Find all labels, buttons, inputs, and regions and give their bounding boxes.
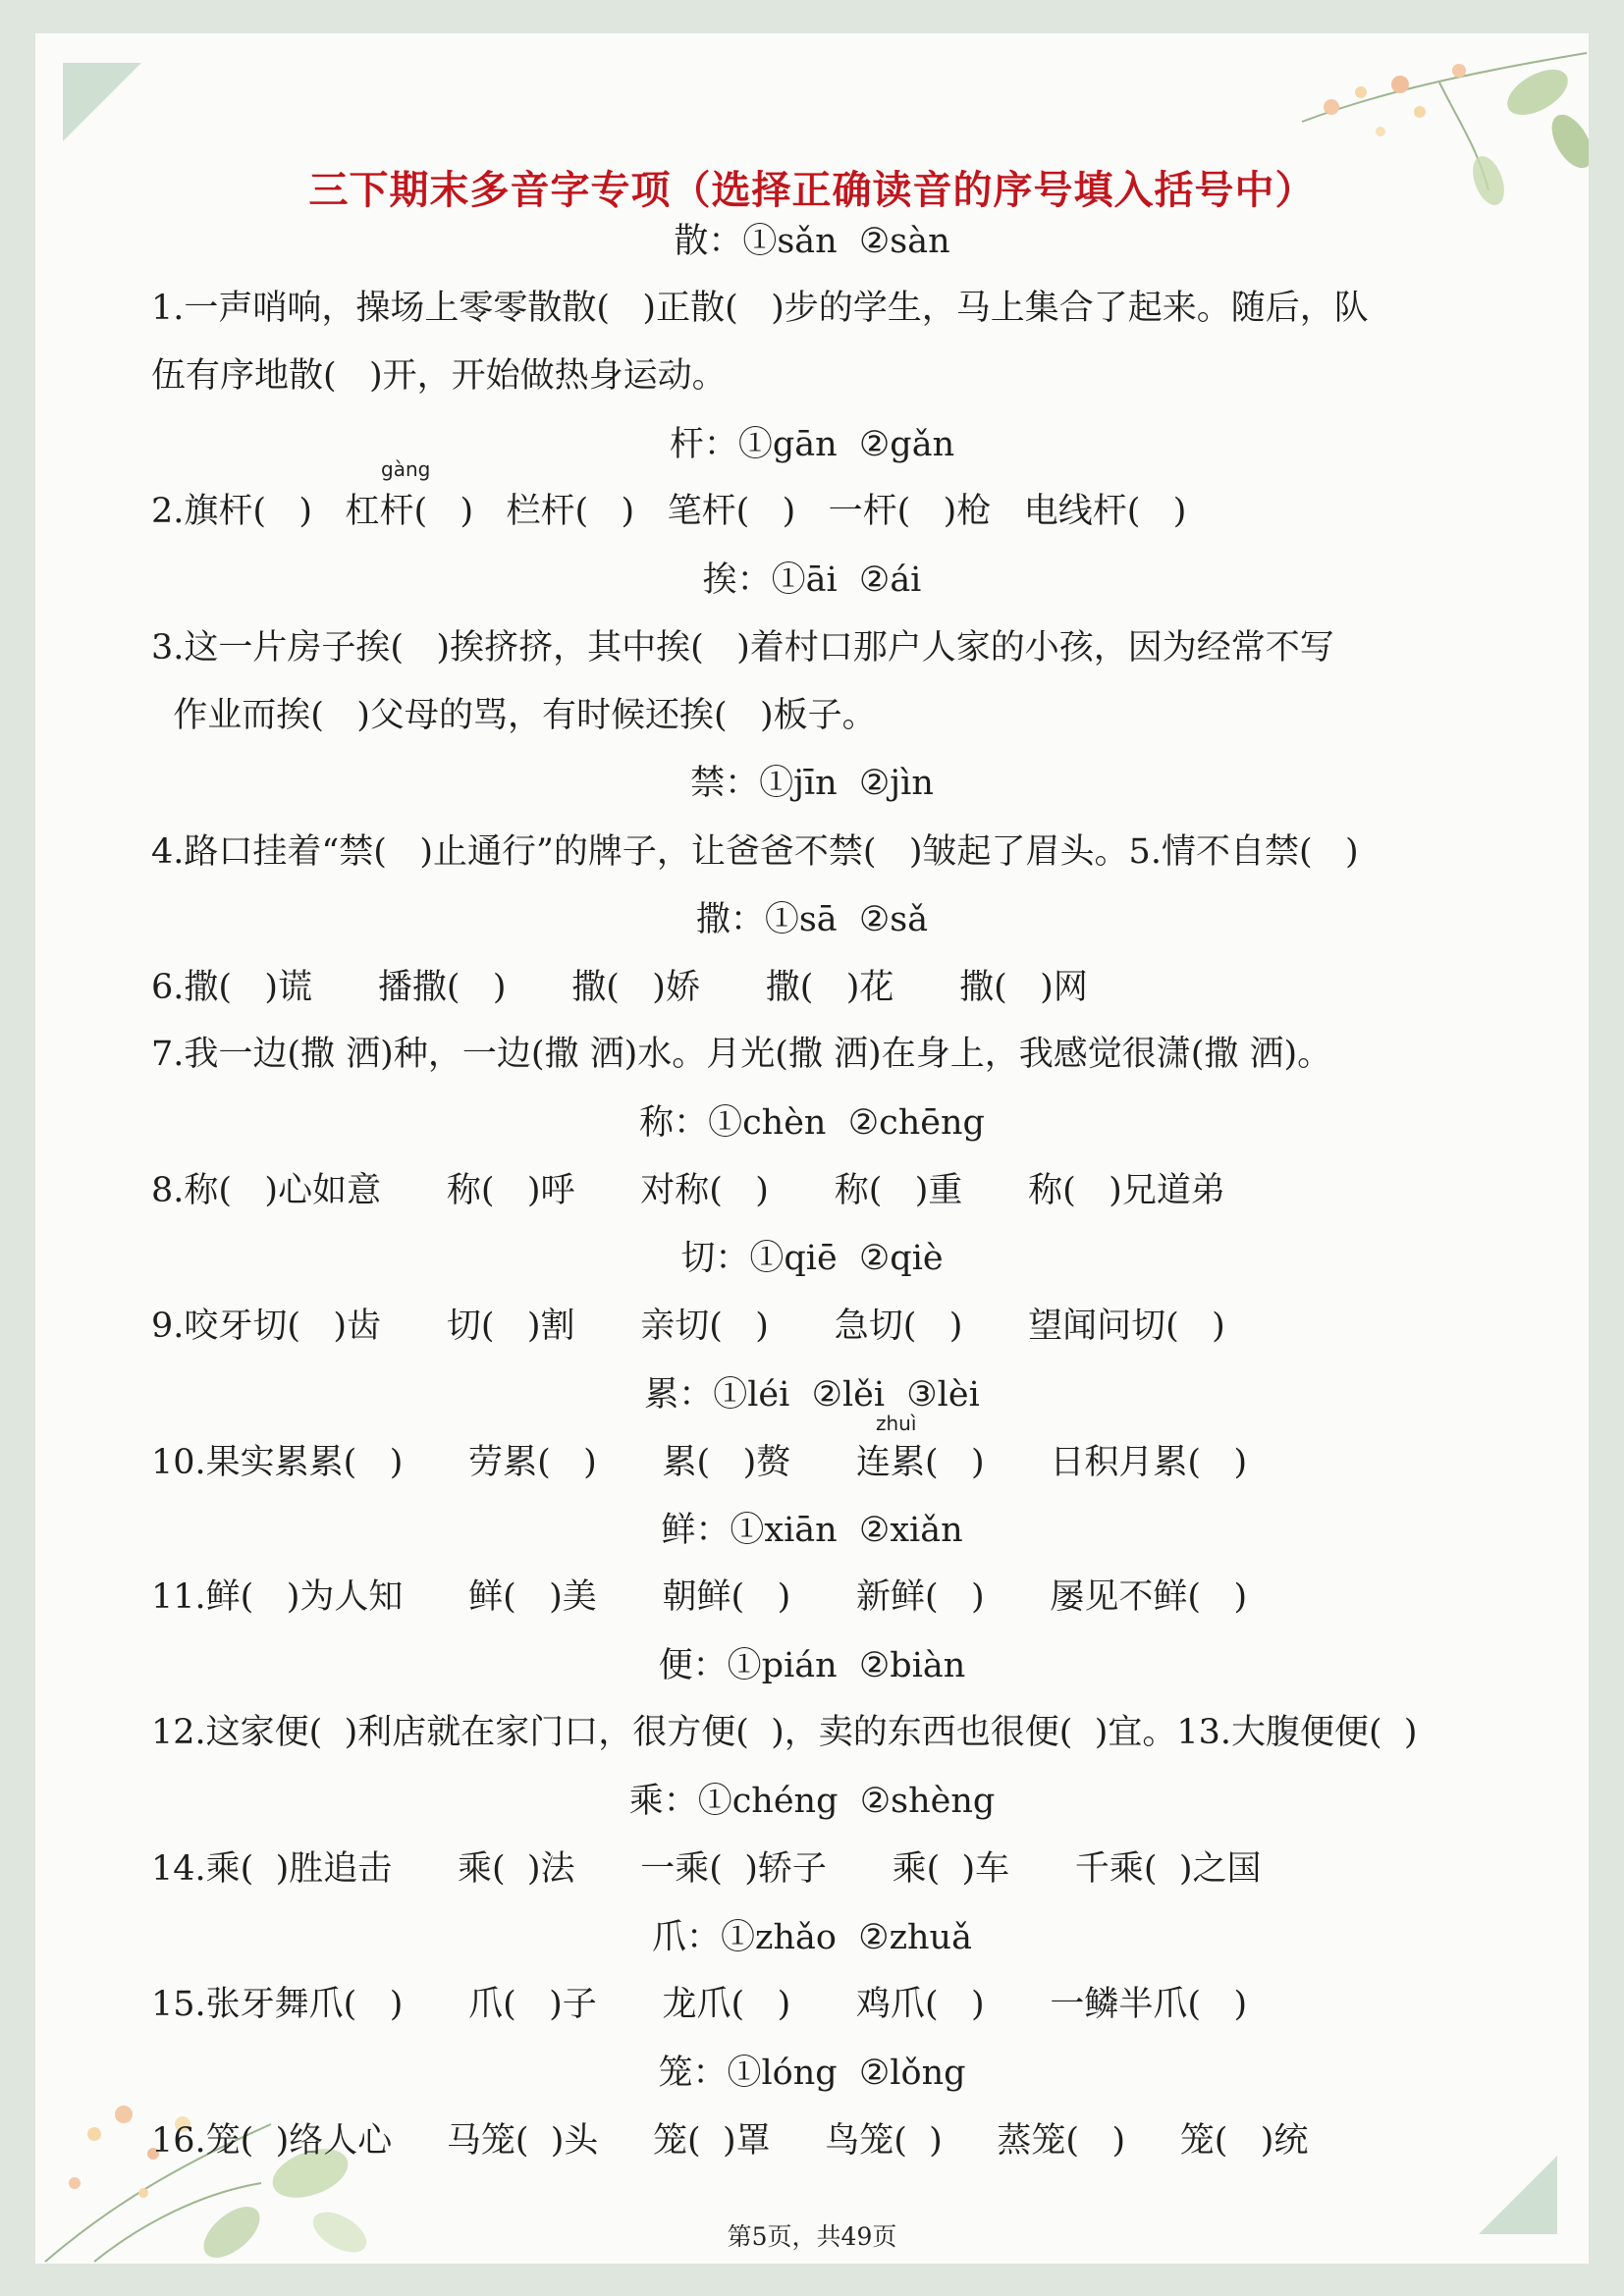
question-line: 作业而挨( )父母的骂，有时候还挨( )板子。: [151, 696, 877, 735]
question-line: 3.这一片房子挨( )挨挤挤，其中挨( )着村口那户人家的小孩，因为经常不写: [151, 628, 1334, 667]
question-line: 6.撒( )谎 播撒( ) 撒( )娇 撒( )花 撒( )网: [151, 968, 1088, 1007]
question-line: 9.咬牙切( )齿 切( )割 亲切( ) 急切( ) 望闻问切( ): [151, 1307, 1225, 1346]
pronunciation-key: 杆：①gān ②gǎn: [669, 425, 955, 464]
pronunciation-key: 乘：①chéng ②shèng: [628, 1782, 996, 1821]
pronunciation-key: 便：①pián ②biàn: [658, 1646, 966, 1685]
question-line: 1.一声哨响，操场上零零散散( )正散( )步的学生，马上集合了起来。随后，队: [151, 289, 1369, 328]
page-footer: 第5页，共49页: [727, 2222, 897, 2251]
pronunciation-key: 称：①chèn ②chēng: [639, 1103, 985, 1143]
pronunciation-key: 爪：①zhǎo ②zhuǎ: [652, 1918, 972, 1957]
pronunciation-key: 累：①léi ②lěi ③lèi: [644, 1375, 980, 1415]
question-line: 16.笼( )络人心 马笼( )头 笼( )罩 鸟笼( ) 蒸笼( ) 笼( )统: [151, 2121, 1309, 2161]
question-line: 10.果实累累( ) 劳累( ) 累( )赘 连累( ) 日积月累( ): [151, 1443, 1248, 1482]
pronunciation-key: 挨：①āi ②ái: [702, 561, 922, 600]
pronunciation-key: 鲜：①xiān ②xiǎn: [661, 1511, 963, 1550]
pinyin-annotation-zhui: zhuì: [876, 1412, 917, 1435]
pinyin-annotation-gang: gàng: [381, 457, 431, 481]
question-line: 7.我一边(撒 洒)种，一边(撒 洒)水。月光(撒 洒)在身上，我感觉很潇(撒 洒)。: [151, 1035, 1332, 1074]
question-line: 14.乘( )胜追击 乘( )法 一乘( )轿子 乘( )车 千乘( )之国: [151, 1849, 1262, 1889]
corner-triangle-top-left: [63, 63, 141, 141]
question-line: 12.这家便( )利店就在家门口，很方便( )，卖的东西也很便( )宜。13.大腹便便( ): [151, 1713, 1418, 1752]
question-line: 8.称( )心如意 称( )呼 对称( ) 称( )重 称( )兄道弟: [151, 1171, 1225, 1210]
question-line: 15.张牙舞爪( ) 爪( )子 龙爪( ) 鸡爪( ) 一鳞半爪( ): [151, 1985, 1248, 2024]
worksheet-page: [35, 33, 1589, 2264]
question-line: 伍有序地散( )开，开始做热身运动。: [151, 356, 727, 396]
question-line: 4.路口挂着“禁( )止通行”的牌子，让爸爸不禁( )皱起了眉头。5.情不自禁( ): [151, 832, 1359, 872]
pronunciation-key: 散：①sǎn ②sàn: [674, 222, 950, 261]
pronunciation-key: 禁：①jīn ②jìn: [690, 764, 934, 803]
question-line: 11.鲜( )为人知 鲜( )美 朝鲜( ) 新鲜( ) 屡见不鲜( ): [151, 1577, 1248, 1617]
pronunciation-key: 撒：①sā ②sǎ: [695, 900, 929, 939]
pronunciation-key: 笼：①lóng ②lǒng: [658, 2054, 966, 2093]
worksheet-title: 三下期末多音字专项（选择正确读音的序号填入括号中）: [308, 167, 1316, 213]
question-line: 2.旗杆( ) 杠杆( ) 栏杆( ) 笔杆( ) 一杆( )枪 电线杆( ): [151, 492, 1187, 531]
pronunciation-key: 切：①qiē ②qiè: [680, 1239, 944, 1278]
